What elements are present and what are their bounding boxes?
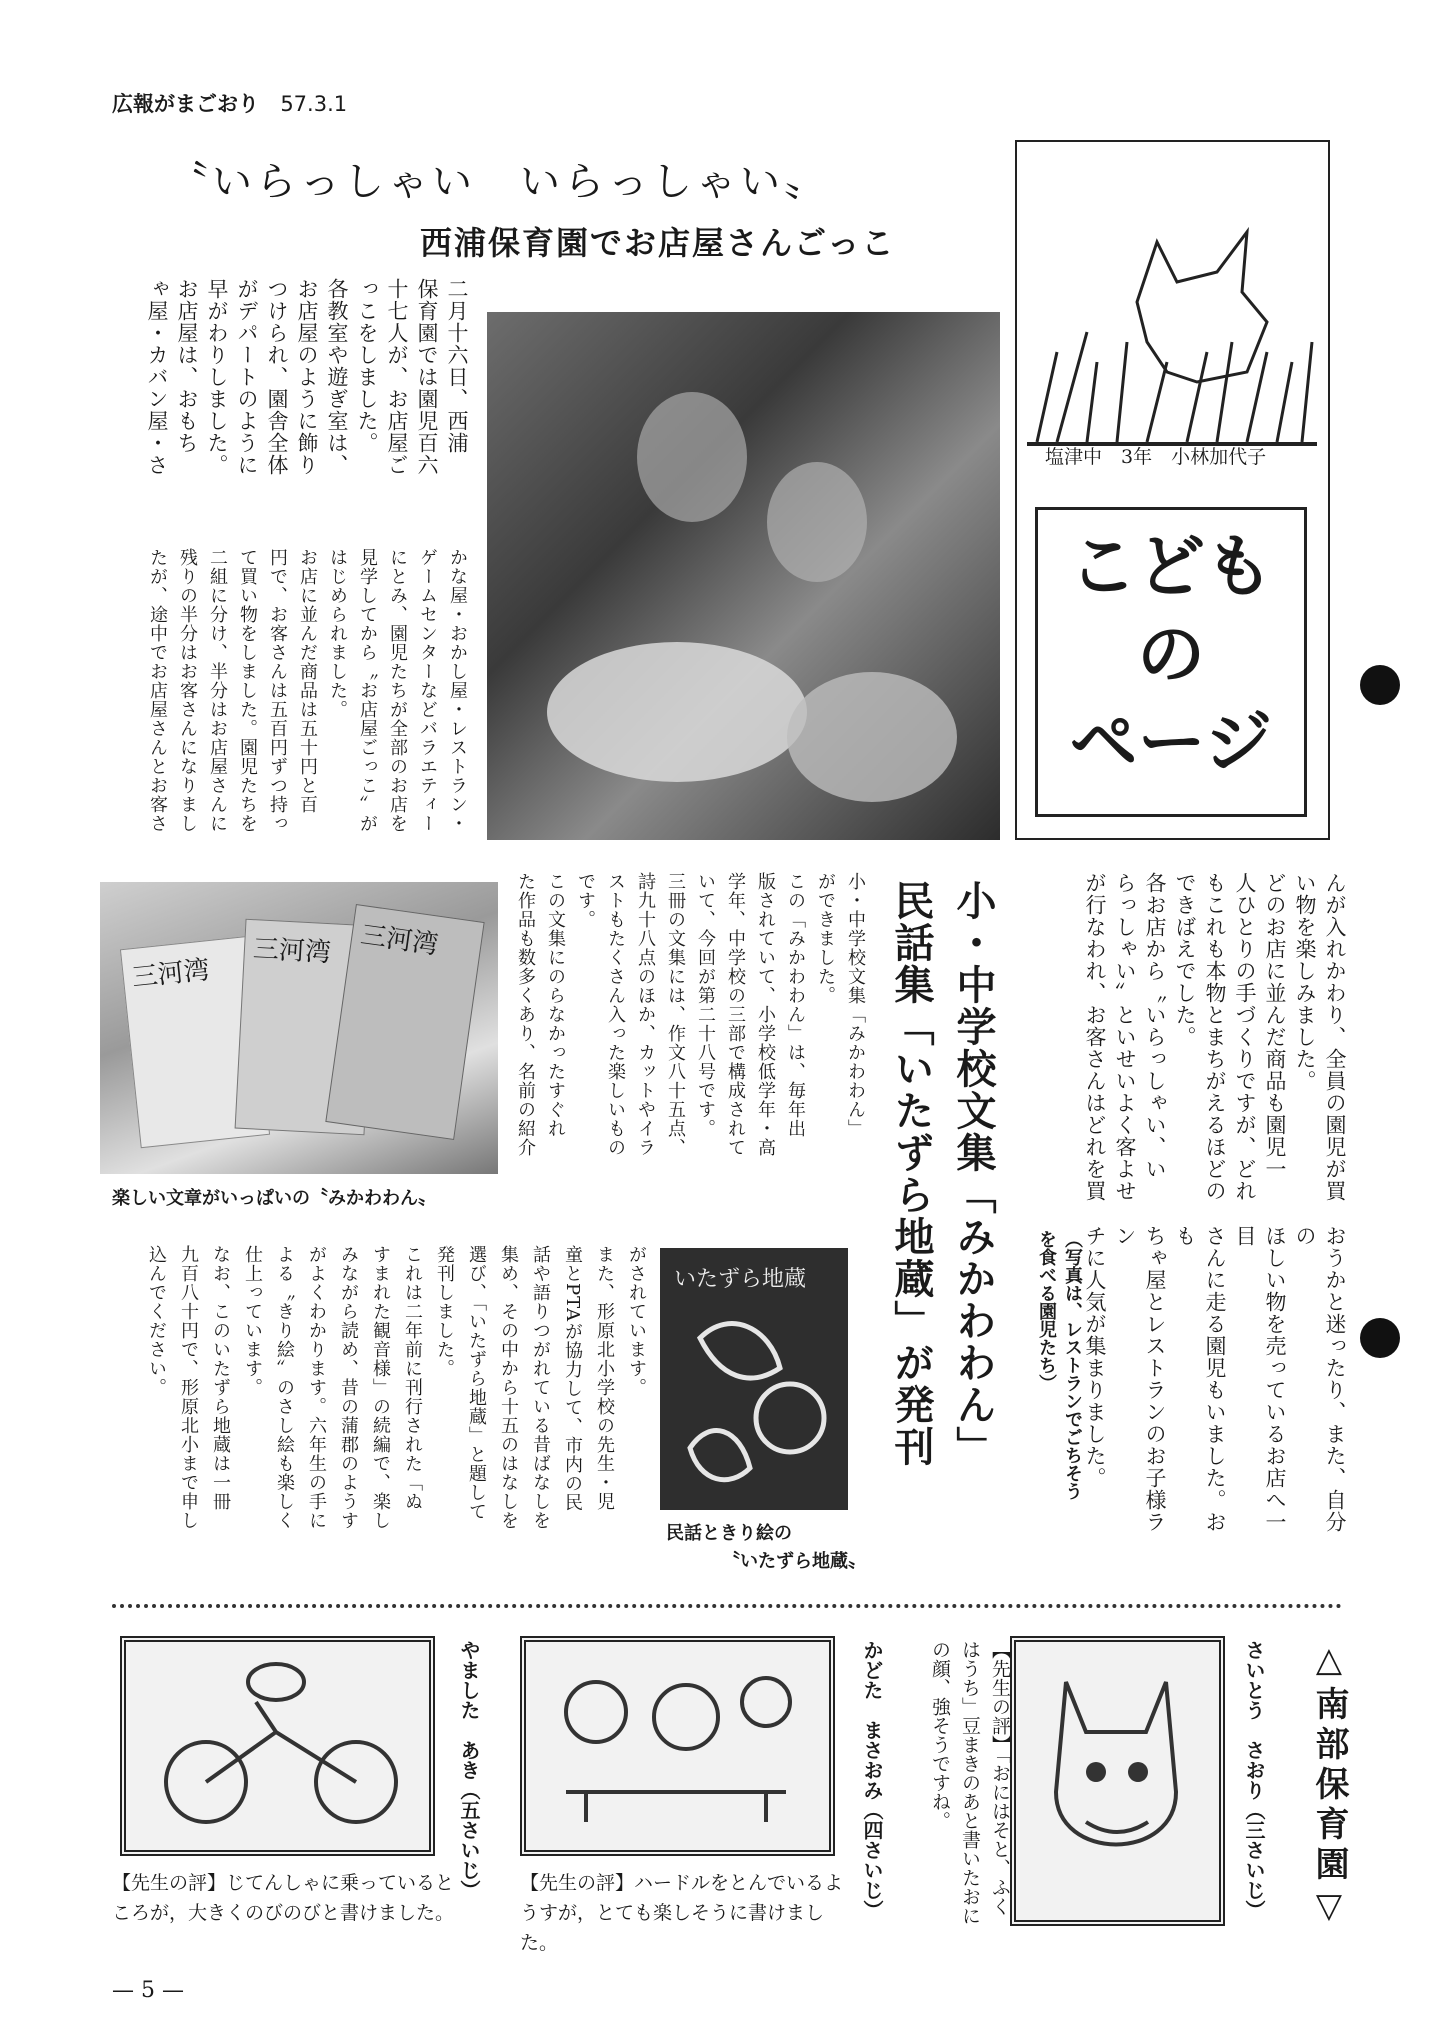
text-col: て買い物をしました。園児たちを (237, 548, 258, 833)
text-col: お店屋は、おもち (175, 278, 199, 454)
text-col: なお、このいたずら地蔵は一冊 (210, 1245, 231, 1511)
text-col: 仕上っています。 (242, 1245, 263, 1397)
text-col: 各教室や遊ぎ室は、 (325, 278, 349, 476)
text-col: 九百八十円で、形原北小まで申し (178, 1245, 199, 1530)
text-col: この「みかわわん」は、毎年出 (785, 872, 806, 1138)
fox-illustration (1017, 182, 1328, 482)
mikawawan-books-photo (100, 882, 498, 1174)
text-col: 十七人が、お店屋ご (385, 278, 409, 476)
text-col: さんに走る園児もいました。おも (1173, 1225, 1227, 1533)
text-col: 童とPTAが協力して、市内の民 (562, 1245, 583, 1513)
jizo-cutout-art (660, 1248, 848, 1510)
text-col: 版されていて、小学校低学年・高 (755, 872, 776, 1157)
text-col: これは二年前に刊行された「ぬ (402, 1245, 423, 1511)
text-col: 学年、中学校の三部で構成されて (725, 872, 746, 1157)
text-col: です。 (575, 872, 596, 929)
restaurant-photo-caption: （写真は、レストランでごちそう を食べる園児たち） (1036, 1230, 1083, 1500)
text-col: もこれも本物とまちがえるほどの (1203, 872, 1227, 1202)
text-col: おうかと迷ったり、また、自分の (1293, 1225, 1347, 1533)
text-col: が行なわれ、お客さんはどれを買 (1083, 872, 1107, 1202)
text-col: できばえでした。 (1173, 872, 1197, 1048)
text-col: 話や語りつがれている昔ばなしを (530, 1245, 551, 1530)
jizo-photo-caption: 民話ときり絵の 〝いたずら地蔵〟 (666, 1523, 866, 1572)
book-cover: 三河湾 (325, 904, 484, 1140)
masthead (112, 88, 347, 118)
article1-text-mid-visible (112, 548, 472, 860)
text-col: ほしい物を売っているお店へ一目 (1233, 1225, 1287, 1533)
box-title-line2: の (1136, 616, 1205, 695)
drawing-frame-bicycle (120, 1636, 435, 1856)
text-col: よる〝きり絵〟のさし絵も楽しく (274, 1245, 295, 1530)
text-col: にとみ、園児たちが全部のお店を (387, 548, 408, 833)
text-col: ストもたくさん入った楽しいもの (605, 872, 626, 1157)
text-col: また、形原北小学校の先生・児 (594, 1245, 615, 1511)
book-cover: 三河湾 (235, 919, 376, 1136)
books-photo-caption: 楽しい文章がいっぱいの〝みかわわん〟 (112, 1188, 436, 1209)
text-col: 二組に分け、半分はお店屋さんに (207, 548, 228, 833)
jizo-cover-title: いたずら地蔵 (674, 1267, 807, 1292)
publication-name: 広報がまごおり (112, 92, 259, 116)
text-col: 集め、その中から十五のはなしを (498, 1245, 519, 1530)
text-col: 見学してから〝お店屋ごっこ〟が (357, 548, 378, 833)
kodomo-sidebar-frame (1015, 140, 1330, 840)
text-col: 各お店から〝いらっしゃい、い (1143, 872, 1167, 1180)
article2-text-bottom (112, 1245, 652, 1555)
text-col: お店に並んだ商品は五十円と百 (297, 548, 318, 814)
text-col: ができました。 (815, 872, 836, 1005)
drawing-frame-hurdle (520, 1636, 835, 1856)
text-col: お店屋のように飾り (295, 278, 319, 476)
bicycle-drawing (126, 1642, 429, 1850)
text-col: がされています。 (626, 1245, 647, 1397)
text-col: 三冊の文集には、作文八十五点、 (665, 872, 686, 1157)
gallery-comment-saito: 【先生の評】「おにはそと、ふくはうち」豆まきのあと書いたおにの顔、強そうですね。 (929, 1640, 1011, 1925)
article2-text-top (510, 872, 870, 1232)
issue-date: 57.3.1 (280, 92, 348, 116)
text-col: い物を楽しみました。 (1293, 872, 1317, 1092)
text-col: いて、今回が第二十八号です。 (695, 872, 716, 1138)
text-col: 人ひとりの手づくりですが、どれ (1233, 872, 1257, 1202)
gallery-name-saito: さいとう さおり（三さいじ） (1242, 1640, 1266, 1920)
text-col: んが入れかわり、全員の園児が買 (1323, 872, 1347, 1202)
text-col: 込んでください。 (146, 1245, 167, 1397)
binder-hole-bottom (1360, 1318, 1400, 1358)
box-title-line3: ページ (1069, 704, 1273, 783)
artist-credit: 塩津中 3年 小林加代子 (1045, 446, 1267, 468)
restaurant-photo (487, 312, 1000, 840)
book-cover: 三河湾 (120, 936, 270, 1148)
text-col: かな屋・おかし屋・レストラン・ (447, 548, 468, 833)
text-col: 二月十六日、西浦 (445, 278, 469, 454)
text-col: たが、途中でお店屋さんとお客さ (147, 548, 168, 833)
text-col: 選び、「いたずら地蔵」と題して (466, 1245, 487, 1521)
text-col: 早がわりしました。 (205, 278, 229, 476)
gallery-comment-yamashita: 【先生の評】じてんしゃに乗っているところが，大きくのびのびと書けました。 (112, 1872, 455, 1924)
section-divider (112, 1604, 1342, 1608)
text-col: 残りの半分はお客さんになりまし (177, 548, 198, 833)
text-col: 発刊しました。 (434, 1245, 455, 1378)
article1-text-bottom (1080, 1225, 1350, 1545)
text-col: っこをしました。 (355, 278, 379, 454)
text-col: 保育園では園児百六 (415, 278, 439, 476)
text-col: がデパートのように (235, 278, 259, 476)
article1-headline: 〝いらっしゃい いらっしゃい〟 (168, 159, 828, 205)
gallery-name-kadota: かどた まさおみ（四さいじ） (860, 1640, 884, 1920)
drawing-frame-oni (1010, 1636, 1225, 1926)
text-col: チに人気が集まりました。 (1083, 1225, 1107, 1489)
gallery-section-title: △南部保育園▽ (1309, 1640, 1349, 1932)
text-col: ゃ屋・カバン屋・さ (145, 278, 169, 476)
text-col: 詩九十八点のほか、カットやイラ (635, 872, 656, 1157)
box-title-line1: こども (1068, 528, 1273, 607)
text-col: つけられ、園舎全体 (265, 278, 289, 476)
article2-headline (880, 880, 1004, 1540)
gallery-name-yamashita: やました あき（五さいじ） (457, 1640, 481, 1900)
article1-subhead: 西浦保育園でお店屋さんごっこ (420, 224, 896, 262)
kodomo-page-box (1035, 507, 1307, 817)
text-col: はじめられました。 (327, 548, 348, 719)
text-col: すまれた観音様」の続編で、楽し (370, 1245, 391, 1530)
text-col: みながら読め、昔の蒲郡のようす (338, 1245, 359, 1530)
text-col: 小・中学校文集「みかわわん」 (845, 872, 866, 1138)
text-col: 円で、お客さんは五百円ずつ持っ (267, 548, 288, 833)
page-number: — 5 — (112, 1978, 184, 2003)
text-col: がよくわかります。六年生の手に (306, 1245, 327, 1530)
text-col: ゲームセンターなどバラエティー (417, 548, 438, 833)
text-col: た作品も数多くあり、名前の紹介 (515, 872, 536, 1157)
gallery-comment-kadota: 【先生の評】ハードルをとんでいるようすが，とても楽しそうに書けました。 (520, 1872, 844, 1954)
binder-hole-top (1360, 665, 1400, 705)
text-col: らっしゃい〟といせいよく客よせ (1113, 872, 1137, 1202)
text-col: どのお店に並んだ商品も園児一 (1263, 872, 1287, 1180)
itazura-jizo-book-photo (660, 1248, 848, 1510)
text-col: この文集にのらなかったすぐれ (545, 872, 566, 1138)
hurdle-drawing (526, 1642, 829, 1850)
text-col: ちゃ屋とレストランのお子様ラン (1113, 1225, 1167, 1533)
oni-face-drawing (1016, 1642, 1219, 1920)
article2-headline-line1: 小・中学校文集「みかわわん」 (950, 880, 996, 1468)
article2-headline-line2: 民話集「いたずら地蔵」が発刊 (888, 880, 934, 1468)
